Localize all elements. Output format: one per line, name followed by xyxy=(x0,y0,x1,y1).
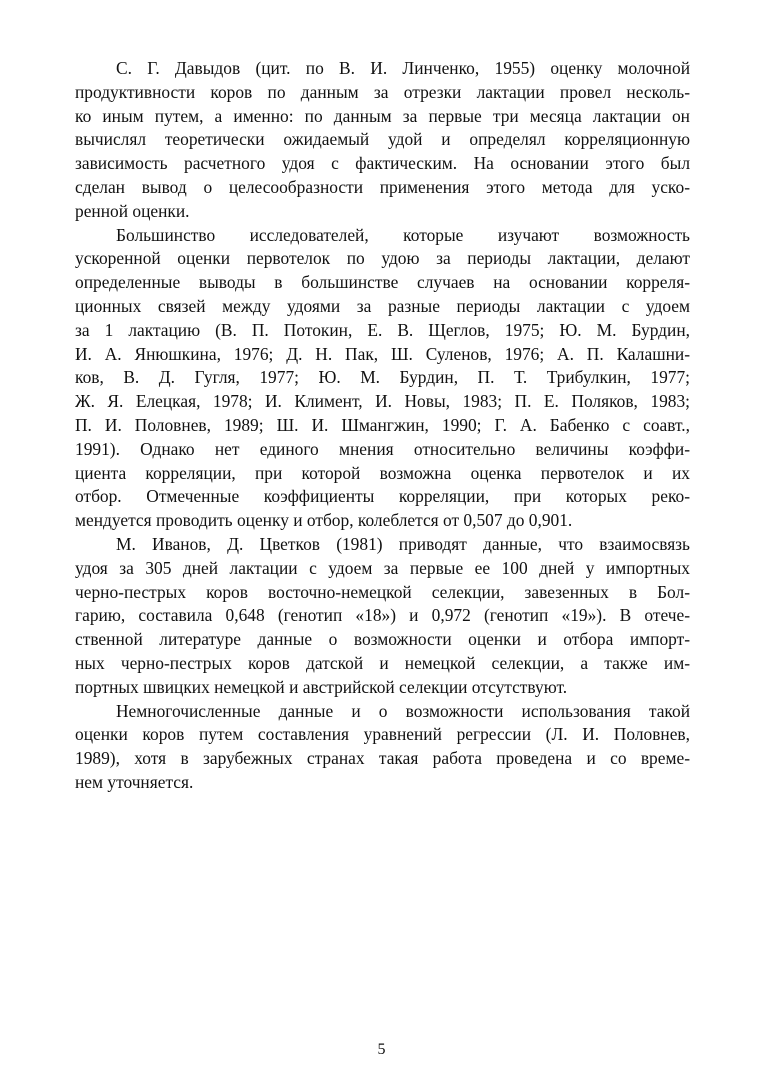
text-line: ренной оценки. xyxy=(75,200,190,221)
text-line: ственной литературе данные о возможности оценки и отбора импорт- xyxy=(75,629,690,650)
text-line: ко иным путем, а именно: по данным за первые три месяца лактации он xyxy=(75,105,690,126)
text-line: черно-пестрых коров восточно-немецкой селекции, завезенных в Бол- xyxy=(75,581,690,602)
text-line: ков, В. Д. Гугля, 1977; Ю. М. Бурдин, П. Т. Трибулкин, 1977; xyxy=(75,367,690,388)
text-line: 1991). Однако нет единого мнения относительно величины коэффи- xyxy=(75,438,690,459)
paragraph-davydov xyxy=(75,57,690,224)
paragraph-researchers xyxy=(75,224,690,533)
text-line: ных черно-пестрых коров датской и немецкой селекции, а также им- xyxy=(75,652,690,673)
text-line: П. И. Половнев, 1989; Ш. И. Шмангжин, 1990; Г. А. Бабенко с соавт., xyxy=(75,414,690,435)
text-line: вычислял теоретически ожидаемый удой и определял корреляционную xyxy=(75,129,690,150)
text-line: циента корреляции, при которой возможна оценка первотелок и их xyxy=(75,462,690,483)
text-line: И. А. Янюшкина, 1976; Д. Н. Пак, Ш. Суленов, 1976; А. П. Калашни- xyxy=(75,343,690,364)
text-line: отбор. Отмеченные коэффициенты корреляции, при которых реко- xyxy=(75,486,690,507)
text-line: удоя за 305 дней лактации с удоем за первые ее 100 дней у импортных xyxy=(75,557,690,578)
text-line: М. Иванов, Д. Цветков (1981) приводят данные, что взаимосвязь xyxy=(116,533,690,554)
text-line: гарию, составила 0,648 (генотип «18») и 0,972 (генотип «19»). В отече- xyxy=(75,605,690,626)
text-line: Немногочисленные данные и о возможности использования такой xyxy=(116,700,690,721)
text-line: за 1 лактацию (В. П. Потокин, Е. В. Щеглов, 1975; Ю. М. Бурдин, xyxy=(75,319,690,340)
text-line: сделан вывод о целесообразности применения этого метода для уско- xyxy=(75,176,690,197)
text-line: ускоренной оценки первотелок по удою за периоды лактации, делают xyxy=(75,248,690,269)
text-line: зависимость расчетного удоя с фактическим. На основании этого был xyxy=(75,153,690,174)
text-line: Большинство исследователей, которые изучают возможность xyxy=(116,224,690,245)
text-line: мендуется проводить оценку и отбор, колеблется от 0,507 до 0,901. xyxy=(75,510,573,531)
body-text xyxy=(75,57,690,795)
text-line: определенные выводы в большинстве случаев на основании корреля- xyxy=(75,272,690,293)
text-line: нем уточняется. xyxy=(75,771,194,792)
text-line: оценки коров путем составления уравнений регрессии (Л. И. Половнев, xyxy=(75,724,690,745)
text-line: С. Г. Давыдов (цит. по В. И. Линченко, 1955) оценку молочной xyxy=(116,58,690,78)
paragraph-ivanov xyxy=(75,533,690,700)
text-line: Ж. Я. Елецкая, 1978; И. Климент, И. Новы, 1983; П. Е. Поляков, 1983; xyxy=(75,391,690,412)
text-line: портных швицких немецкой и австрийской селекции отсутствуют. xyxy=(75,676,568,697)
text-line: 1989), хотя в зарубежных странах такая работа проведена и со време- xyxy=(75,748,690,769)
text-line: продуктивности коров по данным за отрезки лактации провел несколь- xyxy=(75,81,690,102)
page-number: 5 xyxy=(377,1041,386,1058)
paragraph-regression xyxy=(75,700,690,795)
text-line: ционных связей между удоями за разные периоды лактации с удоем xyxy=(75,295,690,316)
